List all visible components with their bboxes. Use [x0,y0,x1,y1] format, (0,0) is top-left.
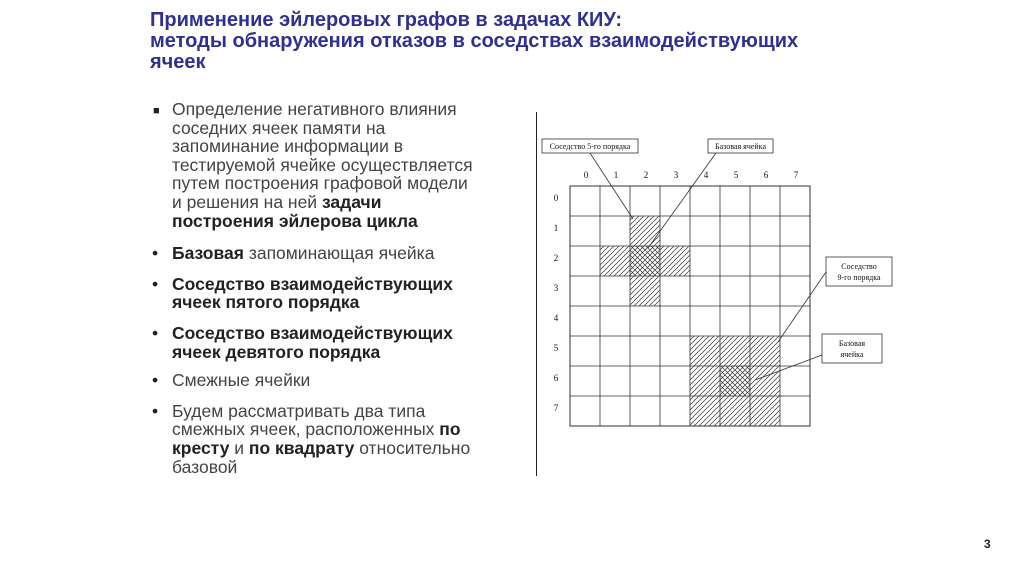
callout-neighborhood9 [778,257,892,342]
text: относительно [354,437,471,458]
bold-text: по [439,419,461,440]
bold-text: ячеек пятого порядка [172,292,360,313]
column-label: 5 [733,170,739,180]
text: смежных ячеек, расположенных [172,419,440,440]
square-neighbor-cell [750,366,780,396]
column-labels [584,170,799,180]
base-cell [630,246,660,276]
text: и [229,437,249,458]
bold-text: Базовая [172,243,244,264]
cross-neighbor-cell [600,246,630,276]
column-label: 0 [583,170,589,180]
square-neighbor-cell [720,336,750,366]
text: базовой [172,456,238,477]
row-label: 7 [553,403,559,413]
callout-text: Соседство 5-го порядка [549,142,631,151]
text: Смежные ячейки [172,370,311,391]
square-neighbor-cell [750,336,780,366]
bullet-marker: • [152,322,159,343]
cross-neighbor-cell [630,216,660,246]
text: соседних ячеек памяти на [172,117,386,138]
bullet-marker: • [152,273,159,294]
bullet-marker: • [152,400,159,421]
callout-text: Соседство [841,262,877,271]
bold-text: по квадрату [248,437,355,458]
text: путем построения графовой модели [172,173,468,194]
row-label: 3 [553,283,559,293]
row-labels [554,193,559,413]
cross-neighbor-cell [660,246,690,276]
callout-text: 9-го порядка [837,273,881,282]
cross-neighbor-cell [630,276,660,306]
row-label: 0 [553,193,559,203]
row-label: 4 [553,313,559,323]
column-label: 2 [643,170,649,180]
row-label: 6 [553,373,559,383]
callout-leader [648,153,716,248]
page-number: 3 [984,537,991,551]
square-neighbor-cell [720,396,750,426]
square-neighbor-cell [750,396,780,426]
callout-base_top [648,139,773,248]
callout-neighborhood5 [542,139,638,219]
bold-text: кресту [172,437,230,458]
column-label: 3 [673,170,679,180]
text: тестируемой ячейке осуществляется [172,154,473,175]
row-label: 1 [553,223,559,233]
text: запоминание информации в [172,136,404,157]
row-label: 5 [553,343,559,353]
square-neighbor-cell [690,366,720,396]
bullet-marker: • [152,243,159,264]
callout-text: Базовая [838,339,866,348]
title-line-1: Применение эйлеровых графов в задачах КИУ: [150,9,623,31]
column-label: 4 [703,170,709,180]
bold-text: Соседство взаимодействующих [172,273,453,294]
callout-text: ячейка [840,350,864,359]
row-label: 2 [553,253,559,263]
bullet-marker: ■ [153,105,160,117]
title-line-3: ячеек [150,51,206,73]
bold-text: построения эйлерова цикла [172,210,418,231]
callout-leader [778,272,826,342]
text: и решения на ней [172,191,322,212]
column-label: 6 [763,170,769,180]
text: запоминающая ячейка [243,243,435,264]
text: Определение негативного влияния [172,99,457,119]
square-neighbor-cell [690,336,720,366]
callout-text: Базовая ячейка [714,142,767,151]
base-cell [720,366,750,396]
square-neighbor-cell [690,396,720,426]
text: Будем рассматривать два типа [172,400,426,421]
bold-text: Соседство взаимодействующих [172,322,453,343]
bold-text: задачи [321,191,382,212]
bullet-marker: • [152,370,159,391]
bold-text: ячеек девятого порядка [172,341,381,362]
column-label: 1 [613,170,619,180]
title-line-2: методы обнаружения отказов в соседствах взаимодействующих [150,30,799,52]
column-label: 7 [793,170,799,180]
